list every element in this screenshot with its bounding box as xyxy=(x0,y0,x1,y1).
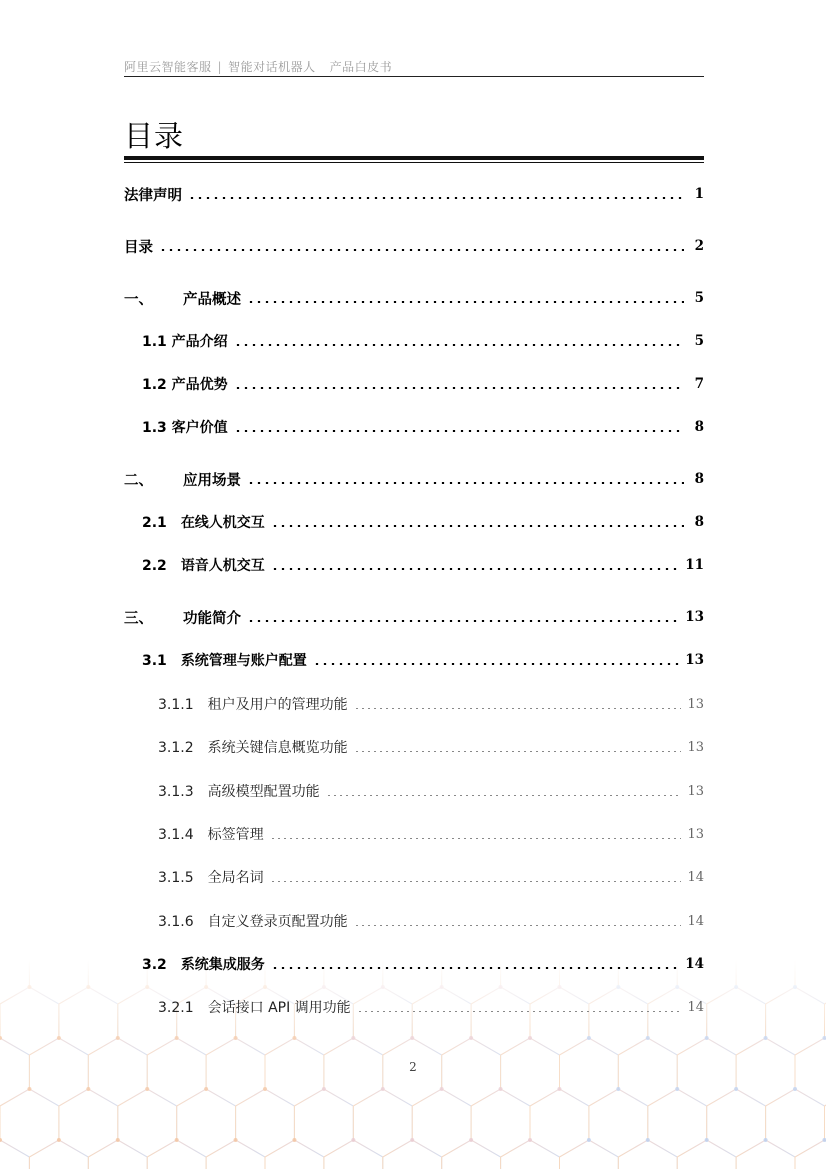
toc-entry-label xyxy=(158,781,320,801)
toc-entry[interactable] xyxy=(124,995,704,1019)
toc-entry-number: 3.1.2 xyxy=(158,740,194,756)
toc-entry-page: 8 xyxy=(694,471,704,487)
header-doc-type: 产品白皮书 xyxy=(329,60,393,74)
toc-entry-page: 14 xyxy=(685,956,704,972)
toc-entry-label xyxy=(158,824,264,844)
toc-dot-leader xyxy=(247,482,684,484)
toc-entry-number: 2.1 xyxy=(142,515,167,531)
toc-entry-text: 自定义登录页配置功能 xyxy=(207,914,348,930)
toc-entry-text: 高级模型配置功能 xyxy=(207,784,320,800)
toc-entry-label xyxy=(158,867,264,887)
toc-entry-text: 全局名词 xyxy=(207,870,264,886)
toc-entry-page: 13 xyxy=(687,696,704,712)
toc-entry-text: 系统管理与账户配置 xyxy=(180,653,307,669)
header-product: 智能对话机器人 xyxy=(228,60,316,74)
toc-entry-label xyxy=(142,555,265,575)
toc-dot-leader xyxy=(271,568,679,570)
toc-entry-number: 三、 xyxy=(124,610,153,627)
toc-entry[interactable] xyxy=(124,182,704,206)
toc-entry-label xyxy=(142,650,307,670)
toc-dot-leader xyxy=(188,197,684,199)
toc-entry-text: 应用场景 xyxy=(183,472,241,489)
toc-entry[interactable] xyxy=(124,648,704,672)
toc-entry-number: 二、 xyxy=(124,472,153,489)
toc-entry-label xyxy=(142,331,228,351)
toc-entry[interactable] xyxy=(124,510,704,534)
toc-entry-page: 13 xyxy=(685,652,704,668)
header-separator: | xyxy=(217,60,223,74)
toc-entry[interactable] xyxy=(124,779,704,803)
toc-entry-label xyxy=(158,694,348,714)
toc-dot-leader xyxy=(354,925,682,926)
toc-entry-page: 14 xyxy=(687,869,704,885)
toc-entry[interactable] xyxy=(124,329,704,353)
toc-entry[interactable] xyxy=(124,909,704,933)
toc-entry-text: 租户及用户的管理功能 xyxy=(207,697,348,713)
toc-entry-page: 13 xyxy=(687,826,704,842)
toc-entry[interactable] xyxy=(124,692,704,716)
toc-dot-leader xyxy=(326,795,682,796)
toc-entry-label xyxy=(124,236,153,257)
title-rule-thin xyxy=(124,162,704,163)
toc-dot-leader xyxy=(354,708,682,709)
toc-entry-page: 8 xyxy=(694,419,704,435)
toc-entry-label xyxy=(124,288,241,309)
toc-entry-text: 目录 xyxy=(124,239,153,256)
toc-entry-label xyxy=(142,954,265,974)
toc-entry-label xyxy=(124,607,241,628)
toc-entry-number: 3.1.6 xyxy=(158,914,194,930)
toc-entry[interactable] xyxy=(124,286,704,310)
header-rule xyxy=(124,76,704,77)
toc-entry-text: 标签管理 xyxy=(207,827,264,843)
toc-entry-number: 3.2 xyxy=(142,957,167,973)
toc-entry[interactable] xyxy=(124,234,704,258)
toc-entry-text: 系统关键信息概览功能 xyxy=(207,740,348,756)
toc-entry[interactable] xyxy=(124,553,704,577)
toc-entry[interactable] xyxy=(124,467,704,491)
toc-dot-leader xyxy=(270,838,682,839)
toc-entry-text: 在线人机交互 xyxy=(180,515,265,531)
toc-entry-label xyxy=(124,184,182,205)
toc-entry[interactable] xyxy=(124,605,704,629)
toc-dot-leader xyxy=(271,525,684,527)
toc-dot-leader xyxy=(247,620,679,622)
toc-dot-leader xyxy=(159,249,684,251)
toc-entry-page: 13 xyxy=(685,609,704,625)
toc-entry-label xyxy=(142,417,228,437)
toc-entry-number: 3.1.4 xyxy=(158,827,194,843)
toc-entry-text: 法律声明 xyxy=(124,187,182,204)
toc-entry-page: 14 xyxy=(687,999,704,1015)
toc-dot-leader xyxy=(234,387,684,389)
toc-entry-text: 语音人机交互 xyxy=(180,558,265,574)
toc-dot-leader xyxy=(247,301,684,303)
toc-entry-number: 3.1 xyxy=(142,653,167,669)
toc-entry-page: 5 xyxy=(694,290,704,306)
toc-entry-number: 2.2 xyxy=(142,558,167,574)
toc-entry-text: 系统集成服务 xyxy=(180,957,265,973)
toc-entry-page: 13 xyxy=(687,739,704,755)
toc-entry-label xyxy=(158,997,351,1017)
toc-dot-leader xyxy=(234,344,684,346)
toc-entry-text: 产品概述 xyxy=(183,291,241,308)
toc-dot-leader xyxy=(357,1011,682,1012)
toc-dot-leader xyxy=(354,751,682,752)
toc-entry[interactable] xyxy=(124,865,704,889)
title-rule-thick xyxy=(124,156,704,160)
header-company: 阿里云智能客服 xyxy=(124,60,212,74)
toc-dot-leader xyxy=(313,663,679,665)
toc-entry-number: 3.2.1 xyxy=(158,1000,194,1016)
toc-entry-number: 3.1.1 xyxy=(158,697,194,713)
toc-entry-page: 2 xyxy=(694,238,704,254)
toc-entry-text: 功能简介 xyxy=(183,610,241,627)
page-number: 2 xyxy=(409,1060,417,1074)
toc-entry[interactable] xyxy=(124,822,704,846)
toc-entry-label xyxy=(158,737,348,757)
toc-entry-page: 5 xyxy=(694,333,704,349)
toc-entry-page: 13 xyxy=(687,783,704,799)
toc-entry-page: 8 xyxy=(694,514,704,530)
toc-entry-page: 11 xyxy=(685,557,704,573)
toc-entry[interactable] xyxy=(124,952,704,976)
toc-entry-number: 一、 xyxy=(124,291,153,308)
toc-entry-label xyxy=(158,911,348,931)
toc-dot-leader xyxy=(234,430,684,432)
toc-entry-page: 7 xyxy=(694,376,704,392)
toc-entry-label xyxy=(142,512,265,532)
toc-entry-text: 会话接口 API 调用功能 xyxy=(207,1000,351,1016)
toc-entry-page: 1 xyxy=(694,186,704,202)
toc-entry[interactable] xyxy=(124,372,704,396)
toc-entry[interactable] xyxy=(124,735,704,759)
toc-entry-text: 1.1 产品介绍 xyxy=(142,334,228,350)
toc-title: 目录 xyxy=(124,119,185,153)
toc-entry-number: 3.1.5 xyxy=(158,870,194,886)
toc-entry-text: 1.2 产品优势 xyxy=(142,377,228,393)
toc-entry-page: 14 xyxy=(687,913,704,929)
toc-entry[interactable] xyxy=(124,415,704,439)
toc-entry-text: 1.3 客户价值 xyxy=(142,420,228,436)
toc-entry-number: 3.1.3 xyxy=(158,784,194,800)
toc-dot-leader xyxy=(271,967,679,969)
toc-dot-leader xyxy=(270,881,682,882)
toc-entry-label xyxy=(124,469,241,490)
running-header xyxy=(124,58,704,75)
toc-entry-label xyxy=(142,374,228,394)
